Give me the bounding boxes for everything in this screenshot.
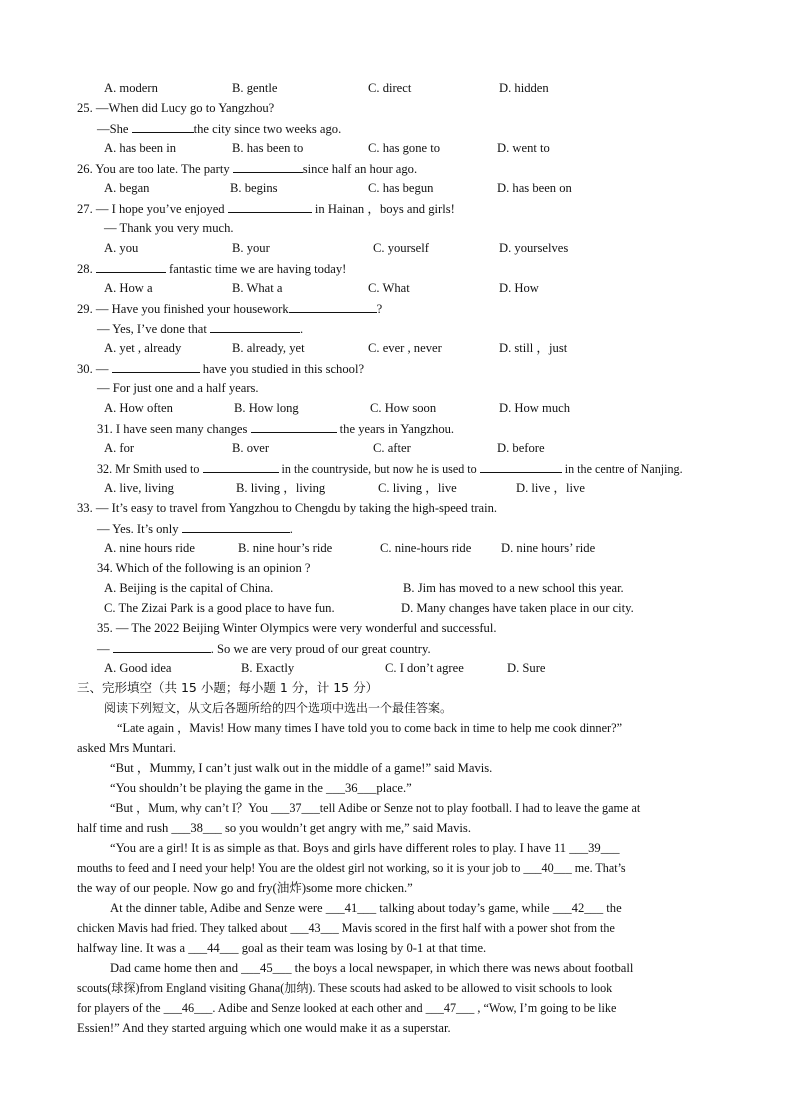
answer-blank[interactable] xyxy=(228,200,312,213)
answer-blank[interactable] xyxy=(233,160,303,173)
option: B. nine hour’s ride xyxy=(238,541,333,555)
option: C. What xyxy=(368,281,410,295)
option: B. already, yet xyxy=(232,341,305,355)
option: D. Sure xyxy=(507,661,546,675)
option: B. Exactly xyxy=(241,661,295,675)
option: B. has been to xyxy=(232,141,304,155)
option: D. went to xyxy=(497,141,550,155)
option: B. Jim has moved to a new school this year. xyxy=(403,581,624,595)
option: A. Good idea xyxy=(104,661,172,675)
answer-blank[interactable] xyxy=(203,460,279,473)
option: C. has gone to xyxy=(368,141,441,155)
option: D. hidden xyxy=(499,81,549,95)
option: C. ever , never xyxy=(368,341,442,355)
answer-blank[interactable] xyxy=(210,320,300,333)
option: D. yourselves xyxy=(499,241,569,255)
option: D. before xyxy=(497,441,545,455)
option: B. gentle xyxy=(232,81,278,95)
option: A. How often xyxy=(104,401,173,415)
option: D. has been on xyxy=(497,181,572,195)
option: C. The Zizai Park is a good place to have fun. xyxy=(104,601,335,615)
option: C. living ，live xyxy=(378,481,457,495)
option: B. your xyxy=(232,241,270,255)
exam-page: A. modern B. gentle C. direct D. hidden 25. —When did Lucy go to Yangzhou? —She the city since two weeks ago. A. has been in B. has been to C. has gone to D. went to 26. You are too late. The party since half an hour ago. A. began B. begins C. has begun D. has been on 27. — I hope you’ve enjoyed in Hainan ，boys and girls! — Thank you very much. A. you B. your C. yourself D. yourselves 28. fantastic time we are having today! A. How a B. What a C. What D. How 29. — Have you finished your housework ? — Yes, I’ve done that . A. yet , already B. already, yet C. ever , never D. still ，just 30. — have you studied in this school? — For just one and a half years. A. How often B. How long C. How soon D. How much 31. I have seen many changes the years in Yangzhou. A. for B. over C. after D. before 32. Mr Smith used to in the countryside, but now he is used to in the centre of Nanjing. A. live, living B. living ，living C. living ，live D. live ，live 33. — It’s easy to travel from Yangzhou to Chengdu by taking the high-speed train. — Yes. It’s only . A. nine hours ride B. nine hour’s ride C. nine-hours ride D. nine hours’ ride 34. Which of the following is an opinion ? A. Beijing is the capital of China. B. Jim has moved to a new school this year. C. The Zizai Park is a good place to have fun. D. Many changes have taken place in our city. 35. — The 2022 Beijing Winter Olympics were very wonderful and successful. — . So we are very proud of our great country. A. Good idea B. Exactly C. I don’t agree D. Sure 三、完形填空（共 15 小题；每小题 1 分，计 15 分） 阅读下列短文，从文后各题所给的四个选项中选出一个最佳答案。 “Late again ，Mavis! How many times I have told you to come back in time to help me cook dinner?” asked Mrs Muntari. “But ，Mummy, I can’t just walk out in the middle of a game!” said Mavis. “You shouldn’t be playing the game in the ___36___place.” “But ，Mum, why can’t I？You ___37___tell Adibe or Senze not to play football. I had to leave the game at half time and rush ___38___ so you wouldn’t get angry with me,” said Mavis. “You are a girl! It is as simple as that. Boys and girls have different roles to play. I have 11 ___39___ mouths to feed and I need your help! You are the oldest girl not working, so it is your job to ___40___ me. That’s the way of our people. Now go and fry(油炸)some more chicken.” At the dinner table, Adibe and Senze were ___41___ talking about today’s game, while ___42___ the chicken Mavis had fried. They talked about ___43___ Mavis scored in the first half with a power shot from the halfway line. It was a ___44___ goal as their team was losing by 0-1 at that time. Dad came home then and ___45___ the boys a local newspaper, in which there was news about football scouts(球探)from England visiting Ghana(加纳). These scouts had asked to be allowed to visit schools to look for players of the ___46___. Adibe and Senze looked at each other and ___47___ , “Wow, I’m going to be like Essien!” And they started arguing which one would make it as a superstar. xyxy=(77,81,683,1035)
option: C. nine-hours ride xyxy=(380,541,472,555)
option: B. begins xyxy=(230,181,278,195)
option: C. I don’t agree xyxy=(385,661,464,675)
option: C. after xyxy=(373,441,411,455)
option: D. How much xyxy=(499,401,571,415)
option: A. live, living xyxy=(104,481,174,495)
answer-blank[interactable] xyxy=(132,120,194,133)
option: C. yourself xyxy=(373,241,429,255)
answer-blank[interactable] xyxy=(251,420,337,433)
answer-blank[interactable] xyxy=(113,640,211,653)
option: C. How soon xyxy=(370,401,437,415)
option: D. Many changes have taken place in our city. xyxy=(401,601,634,615)
option: A. yet , already xyxy=(104,341,182,355)
option: B. What a xyxy=(232,281,283,295)
answer-blank[interactable] xyxy=(96,260,166,273)
option: C. direct xyxy=(368,81,412,95)
option: A. Beijing is the capital of China. xyxy=(104,581,274,595)
option: D. live ，live xyxy=(516,481,585,495)
option: D. How xyxy=(499,281,539,295)
answer-blank[interactable] xyxy=(112,360,200,373)
option: B. living ，living xyxy=(236,481,326,495)
option: A. for xyxy=(104,441,135,455)
option: B. How long xyxy=(234,401,299,415)
option: A. has been in xyxy=(104,141,177,155)
option: D. nine hours’ ride xyxy=(501,541,596,555)
option: D. still ，just xyxy=(499,341,568,355)
option: A. you xyxy=(104,241,139,255)
option: A. How a xyxy=(104,281,153,295)
option: C. has begun xyxy=(368,181,434,195)
option: A. modern xyxy=(104,81,158,95)
answer-blank[interactable] xyxy=(289,300,377,313)
answer-blank[interactable] xyxy=(480,460,562,473)
option: B. over xyxy=(232,441,270,455)
option: A. nine hours ride xyxy=(104,541,195,555)
option: A. began xyxy=(104,181,150,195)
answer-blank[interactable] xyxy=(182,520,290,533)
